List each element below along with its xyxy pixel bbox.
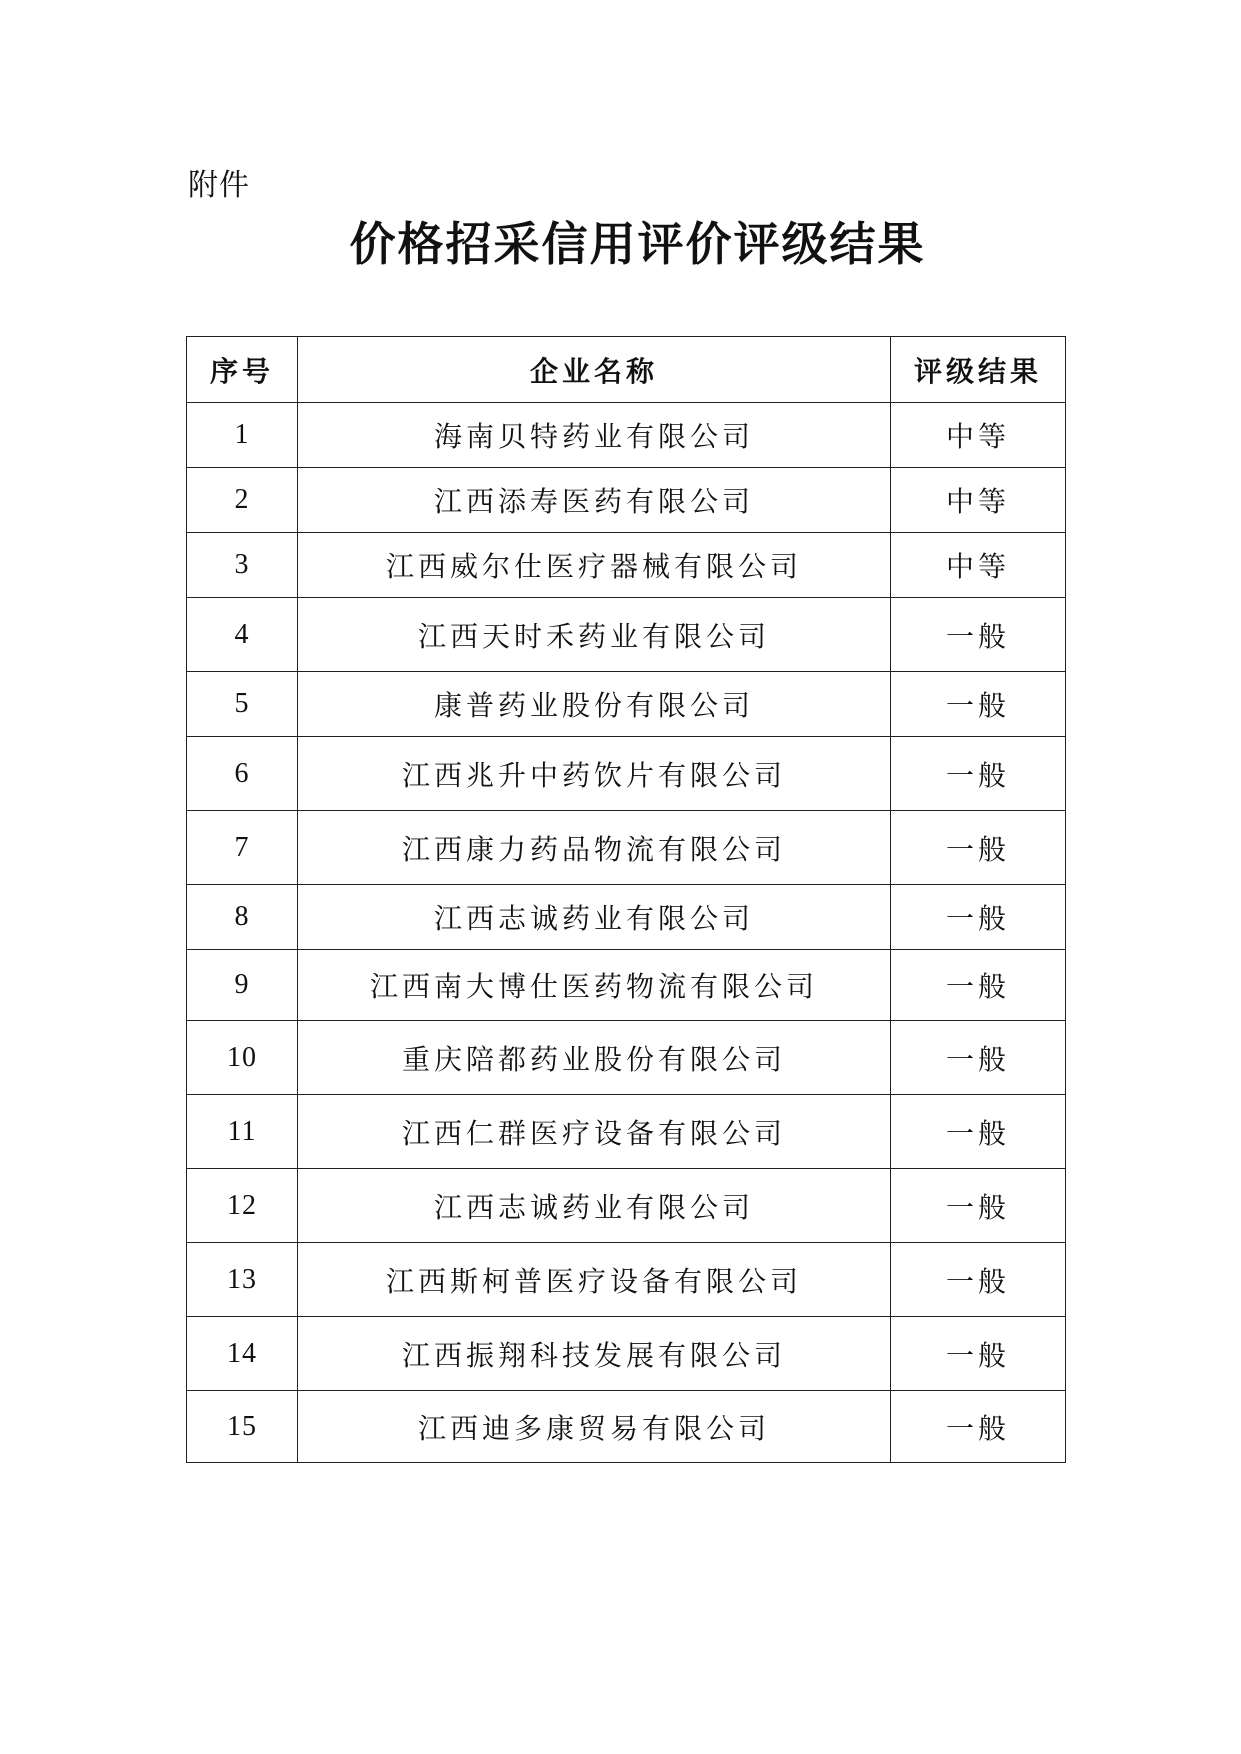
grade-cell: 中等 (891, 403, 1066, 468)
credit-rating-table (186, 336, 1066, 1463)
row-number-cell: 15 (187, 1391, 298, 1463)
table-row (187, 598, 1066, 672)
grade-cell: 一般 (891, 1391, 1066, 1463)
company-name-cell: 江西振翔科技发展有限公司 (298, 1317, 891, 1391)
table-row (187, 1391, 1066, 1463)
table-row (187, 1095, 1066, 1169)
company-name-cell: 江西迪多康贸易有限公司 (298, 1391, 891, 1463)
column-header-number: 序号 (187, 337, 298, 403)
attachment-label: 附件 (188, 168, 250, 203)
grade-cell: 中等 (891, 533, 1066, 598)
row-number-cell: 4 (187, 598, 298, 672)
grade-cell: 中等 (891, 468, 1066, 533)
page-title: 价格招采信用评价评级结果 (349, 217, 926, 271)
table-row (187, 468, 1066, 533)
grade-cell: 一般 (891, 1317, 1066, 1391)
table-row (187, 1243, 1066, 1317)
grade-cell: 一般 (891, 811, 1066, 885)
row-number-cell: 12 (187, 1169, 298, 1243)
row-number-cell: 5 (187, 672, 298, 737)
company-name-cell: 江西添寿医药有限公司 (298, 468, 891, 533)
grade-cell: 一般 (891, 950, 1066, 1021)
table-row (187, 885, 1066, 950)
company-name-cell: 江西威尔仕医疗器械有限公司 (298, 533, 891, 598)
company-name-cell: 江西志诚药业有限公司 (298, 885, 891, 950)
company-name-cell: 江西南大博仕医药物流有限公司 (298, 950, 891, 1021)
table-row (187, 403, 1066, 468)
company-name-cell: 江西仁群医疗设备有限公司 (298, 1095, 891, 1169)
company-name-cell: 重庆陪都药业股份有限公司 (298, 1021, 891, 1095)
table-row (187, 950, 1066, 1021)
table-row (187, 811, 1066, 885)
company-name-cell: 江西斯柯普医疗设备有限公司 (298, 1243, 891, 1317)
table-row (187, 1317, 1066, 1391)
grade-cell: 一般 (891, 1095, 1066, 1169)
grade-cell: 一般 (891, 737, 1066, 811)
table-row (187, 533, 1066, 598)
column-header-company: 企业名称 (298, 337, 891, 403)
company-name-cell: 江西志诚药业有限公司 (298, 1169, 891, 1243)
company-name-cell: 江西天时禾药业有限公司 (298, 598, 891, 672)
row-number-cell: 2 (187, 468, 298, 533)
row-number-cell: 1 (187, 403, 298, 468)
row-number-cell: 6 (187, 737, 298, 811)
row-number-cell: 8 (187, 885, 298, 950)
grade-cell: 一般 (891, 1021, 1066, 1095)
grade-cell: 一般 (891, 672, 1066, 737)
column-header-grade: 评级结果 (891, 337, 1066, 403)
table-row (187, 737, 1066, 811)
company-name-cell: 江西康力药品物流有限公司 (298, 811, 891, 885)
grade-cell: 一般 (891, 885, 1066, 950)
company-name-cell: 江西兆升中药饮片有限公司 (298, 737, 891, 811)
table-header-row (187, 337, 1066, 403)
row-number-cell: 13 (187, 1243, 298, 1317)
table-row (187, 1169, 1066, 1243)
row-number-cell: 14 (187, 1317, 298, 1391)
row-number-cell: 11 (187, 1095, 298, 1169)
grade-cell: 一般 (891, 1169, 1066, 1243)
grade-cell: 一般 (891, 1243, 1066, 1317)
row-number-cell: 3 (187, 533, 298, 598)
table-row (187, 1021, 1066, 1095)
company-name-cell: 康普药业股份有限公司 (298, 672, 891, 737)
row-number-cell: 9 (187, 950, 298, 1021)
table-row (187, 672, 1066, 737)
row-number-cell: 10 (187, 1021, 298, 1095)
company-name-cell: 海南贝特药业有限公司 (298, 403, 891, 468)
grade-cell: 一般 (891, 598, 1066, 672)
row-number-cell: 7 (187, 811, 298, 885)
